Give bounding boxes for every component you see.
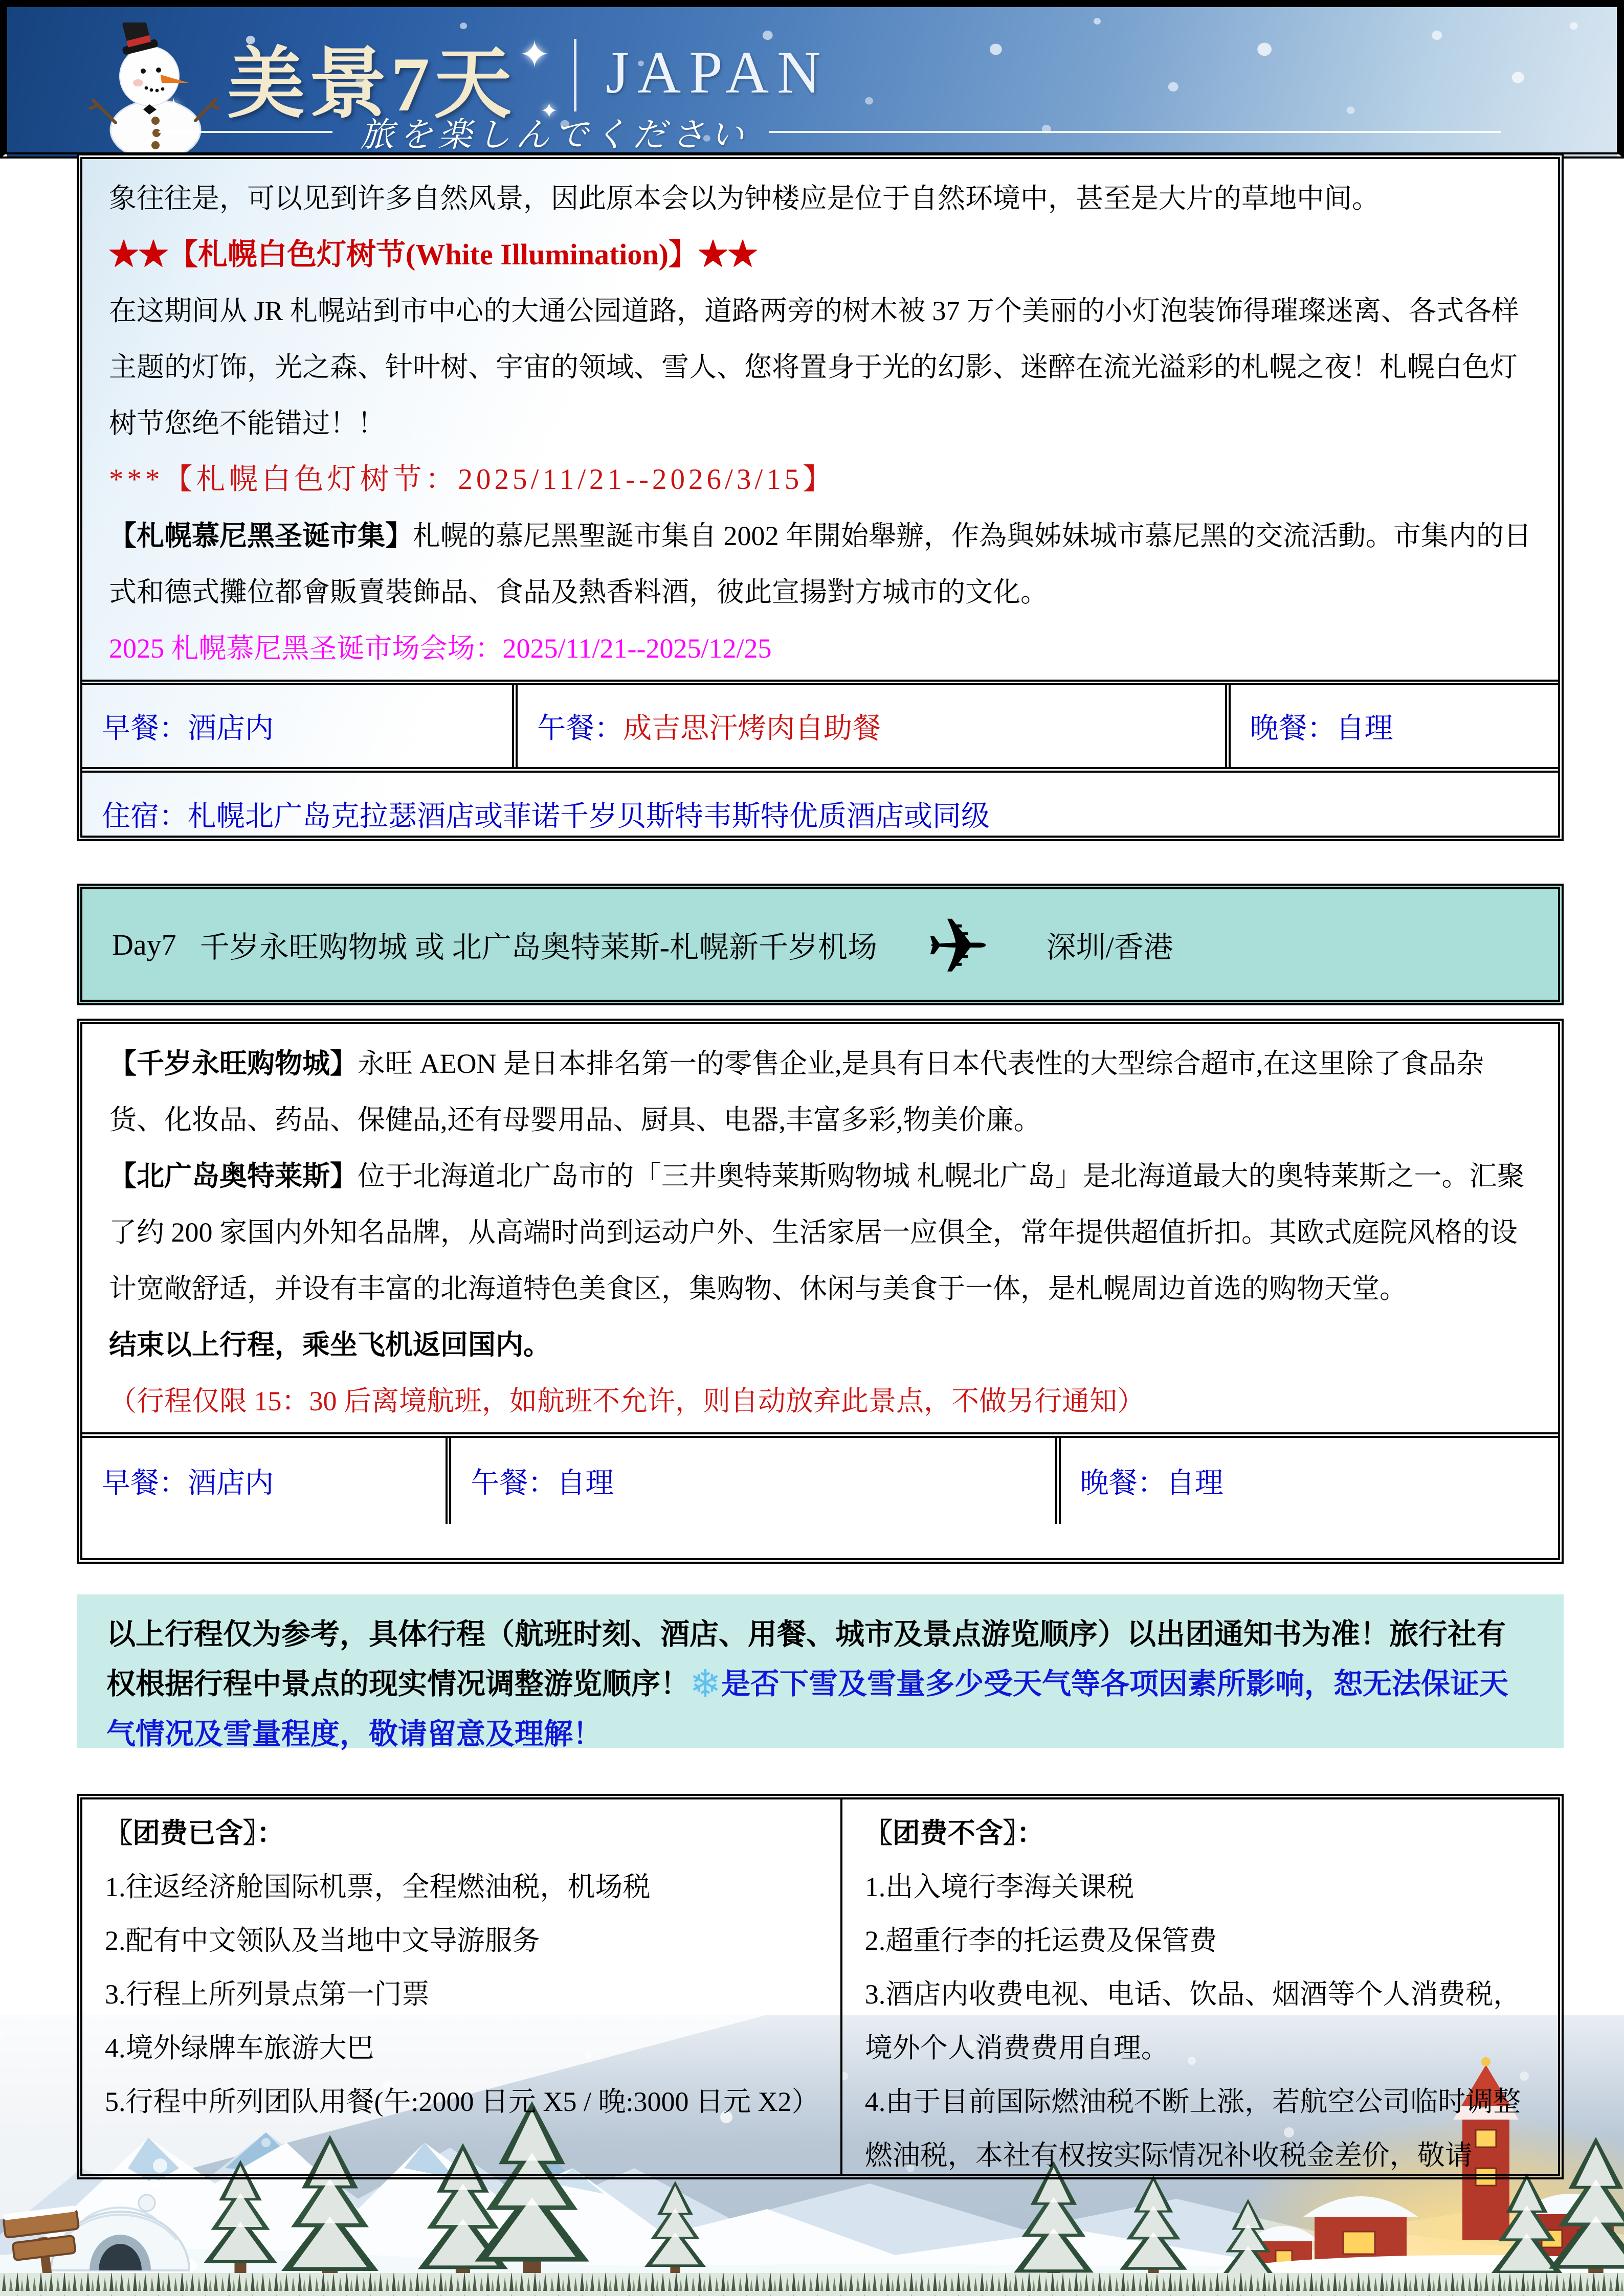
- fees-included-column: [82, 1799, 842, 2174]
- day7-header: Day7 千岁永旺购物城 或 北广岛奥特莱斯-札幌新千岁机场 ✈ 深圳/香港: [77, 884, 1564, 1005]
- flight-note: （行程仅限 15：30 后离境航班，如航班不允许，则自动放弃此景点，不做另行通知）: [109, 1386, 1145, 1416]
- fee-item: 4.境外绿牌车旅游大巴: [105, 2033, 374, 2063]
- day7-label: Day7: [112, 928, 176, 961]
- page-header: [0, 0, 1624, 159]
- fee-item: 5.行程中所列团队用餐(午:2000 日元 X5 / 晚:3000 日元 X2）: [105, 2086, 819, 2117]
- market-dates: 2025 札幌慕尼黑圣诞市场会场：2025/11/21--2025/12/25: [109, 633, 772, 664]
- meal-row: [82, 1432, 1558, 1524]
- notice-blue-text: 是否下雪及雪量多少受天气等各项因素所影响，恕无法保证天气情况及雪量程度，敬请留意及理解！: [106, 1668, 1509, 1750]
- market-paragraph: [109, 508, 1531, 620]
- illumination-heading: ★★【札幌白色灯树节(White Illumination)】★★: [109, 238, 758, 271]
- market-title: 【札幌慕尼黑圣诞市集】: [109, 521, 413, 551]
- hotel-row: [82, 767, 1558, 855]
- day7-detail-section: [77, 1019, 1564, 1564]
- day7-route: 千岁永旺购物城 或 北广岛奥特莱斯-札幌新千岁机场: [199, 931, 877, 964]
- fee-item: 4.由于目前国际燃油税不断上涨，若航空公司临时调整燃油税，本社有权按实际情况补收税金差价，敬请: [864, 2086, 1521, 2171]
- meal-row: [82, 680, 1558, 767]
- sparkle-icon: ✦: [519, 34, 551, 76]
- intro-paragraph: 象往往是，可以见到许多自然风景，因此原本会以为钟楼应是位于自然环境中，甚至是大片的草地中间。: [109, 183, 1380, 214]
- tagline-rule-left: [159, 131, 332, 133]
- notice-black-text: 以上行程仅为参考，具体行程（航班时刻、酒店、用餐、城市及景点游览顺序）以出团通知书为准！旅行社有权根据行程中景点的现实情况调整游览顺序！: [106, 1618, 1506, 1700]
- dinner-cell: 晚餐： 自理: [1250, 713, 1393, 745]
- hotel-label: 住宿：: [102, 800, 188, 832]
- sparkle-icon: ✦: [164, 94, 184, 120]
- outlet-paragraph: [109, 1148, 1531, 1317]
- fee-item: 3.行程上所列景点第一门票: [105, 1979, 430, 2010]
- breakfast-cell: 早餐： 酒店内: [82, 685, 518, 767]
- fee-item: 1.往返经济舱国际机票，全程燃油税，机场税: [105, 1872, 651, 1902]
- lunch-cell: 午餐： 成吉思汗烤肉自助餐: [518, 685, 1230, 767]
- snowflake-icon: ❄: [689, 1663, 722, 1705]
- aeon-title: 【千岁永旺购物城】: [109, 1048, 358, 1079]
- market-body: 札幌的慕尼黑聖誕市集自 2002 年開始舉辦，作為與姊妹城市慕尼黑的交流活動。市集内的日式和德式攤位都會販賣裝飾品、食品及熱香料酒，彼此宣揚對方城市的文化。: [109, 521, 1531, 607]
- day6-detail-section: [77, 153, 1564, 841]
- outlet-title: 【北广岛奥特莱斯】: [109, 1161, 358, 1191]
- fees-included-title: 〖团费已含〗：: [105, 1818, 284, 1849]
- fee-item: 3.酒店内收费电视、电话、饮品、烟酒等个人消费税，境外个人消费费用自理。: [864, 1979, 1521, 2063]
- outlet-body: 位于北海道北广岛市的「三井奥特莱斯购物城 札幌北广岛」是北海道最大的奥特莱斯之一。汇聚了约 200 家国内外知名品牌，从高端时尚到运动户外、生活家居一应俱全，常年提供超值折扣。其欧式庭院风格的设计宽敞舒适，并设有丰富的北海道特色美食区，集购物、休闲与美食于一体，是札幌周边首选的购物天堂。: [109, 1161, 1525, 1304]
- closing-line: 结束以上行程，乘坐飞机返回国内。: [109, 1330, 551, 1360]
- lunch-cell: 午餐： 自理: [451, 1438, 1061, 1524]
- aeon-paragraph: [109, 1036, 1531, 1148]
- breakfast-cell: 早餐： 酒店内: [82, 1438, 451, 1524]
- day7-destination: 深圳/香港: [1046, 931, 1173, 964]
- itinerary-notice: [77, 1594, 1564, 1748]
- fee-item: 1.出入境行李海关课税: [864, 1872, 1134, 1902]
- fee-item: 2.配有中文领队及当地中文导游服务: [105, 1925, 540, 1956]
- snowman-logo: [79, 22, 242, 159]
- illumination-dates: ***【札幌白色灯树节：2025/11/21--2026/3/15】: [109, 463, 836, 496]
- country-title: JAPAN: [606, 39, 829, 106]
- sparkle-icon: ✦: [540, 100, 559, 123]
- hotel-value: 札幌北广岛克拉瑟酒店或菲诺千岁贝斯特韦斯特优质酒店或同级: [188, 800, 990, 832]
- fee-table: [77, 1794, 1564, 2179]
- header-divider: [574, 39, 576, 111]
- fees-excluded-column: [842, 1799, 1558, 2174]
- header-tagline: 旅を楽しんでください: [360, 117, 749, 154]
- aeon-body: 永旺 AEON 是日本排名第一的零售企业,是具有日本代表性的大型综合超市,在这里除了食品杂货、化妆品、药品、保健品,还有母婴用品、厨具、电器,丰富多彩,物美价廉。: [109, 1048, 1484, 1135]
- dinner-cell: 晚餐： 自理: [1080, 1468, 1223, 1499]
- fee-item: 2.超重行李的托运费及保管费: [864, 1925, 1217, 1956]
- illumination-paragraph: 在这期间从 JR 札幌站到市中心的大通公园道路，道路两旁的树木被 37 万个美丽的小灯泡装饰得璀璨迷离、各式各样主题的灯饰，光之森、针叶树、宇宙的领域、雪人、您将置身于光的幻影、迷醉在流光溢彩的札幌之夜！札幌白色灯树节您绝不能错过！！: [109, 296, 1520, 439]
- fees-excluded-title: 〖团费不含〗：: [864, 1818, 1044, 1849]
- brand-title: 美景7天: [227, 41, 516, 127]
- tagline-rule-right: [769, 131, 1501, 133]
